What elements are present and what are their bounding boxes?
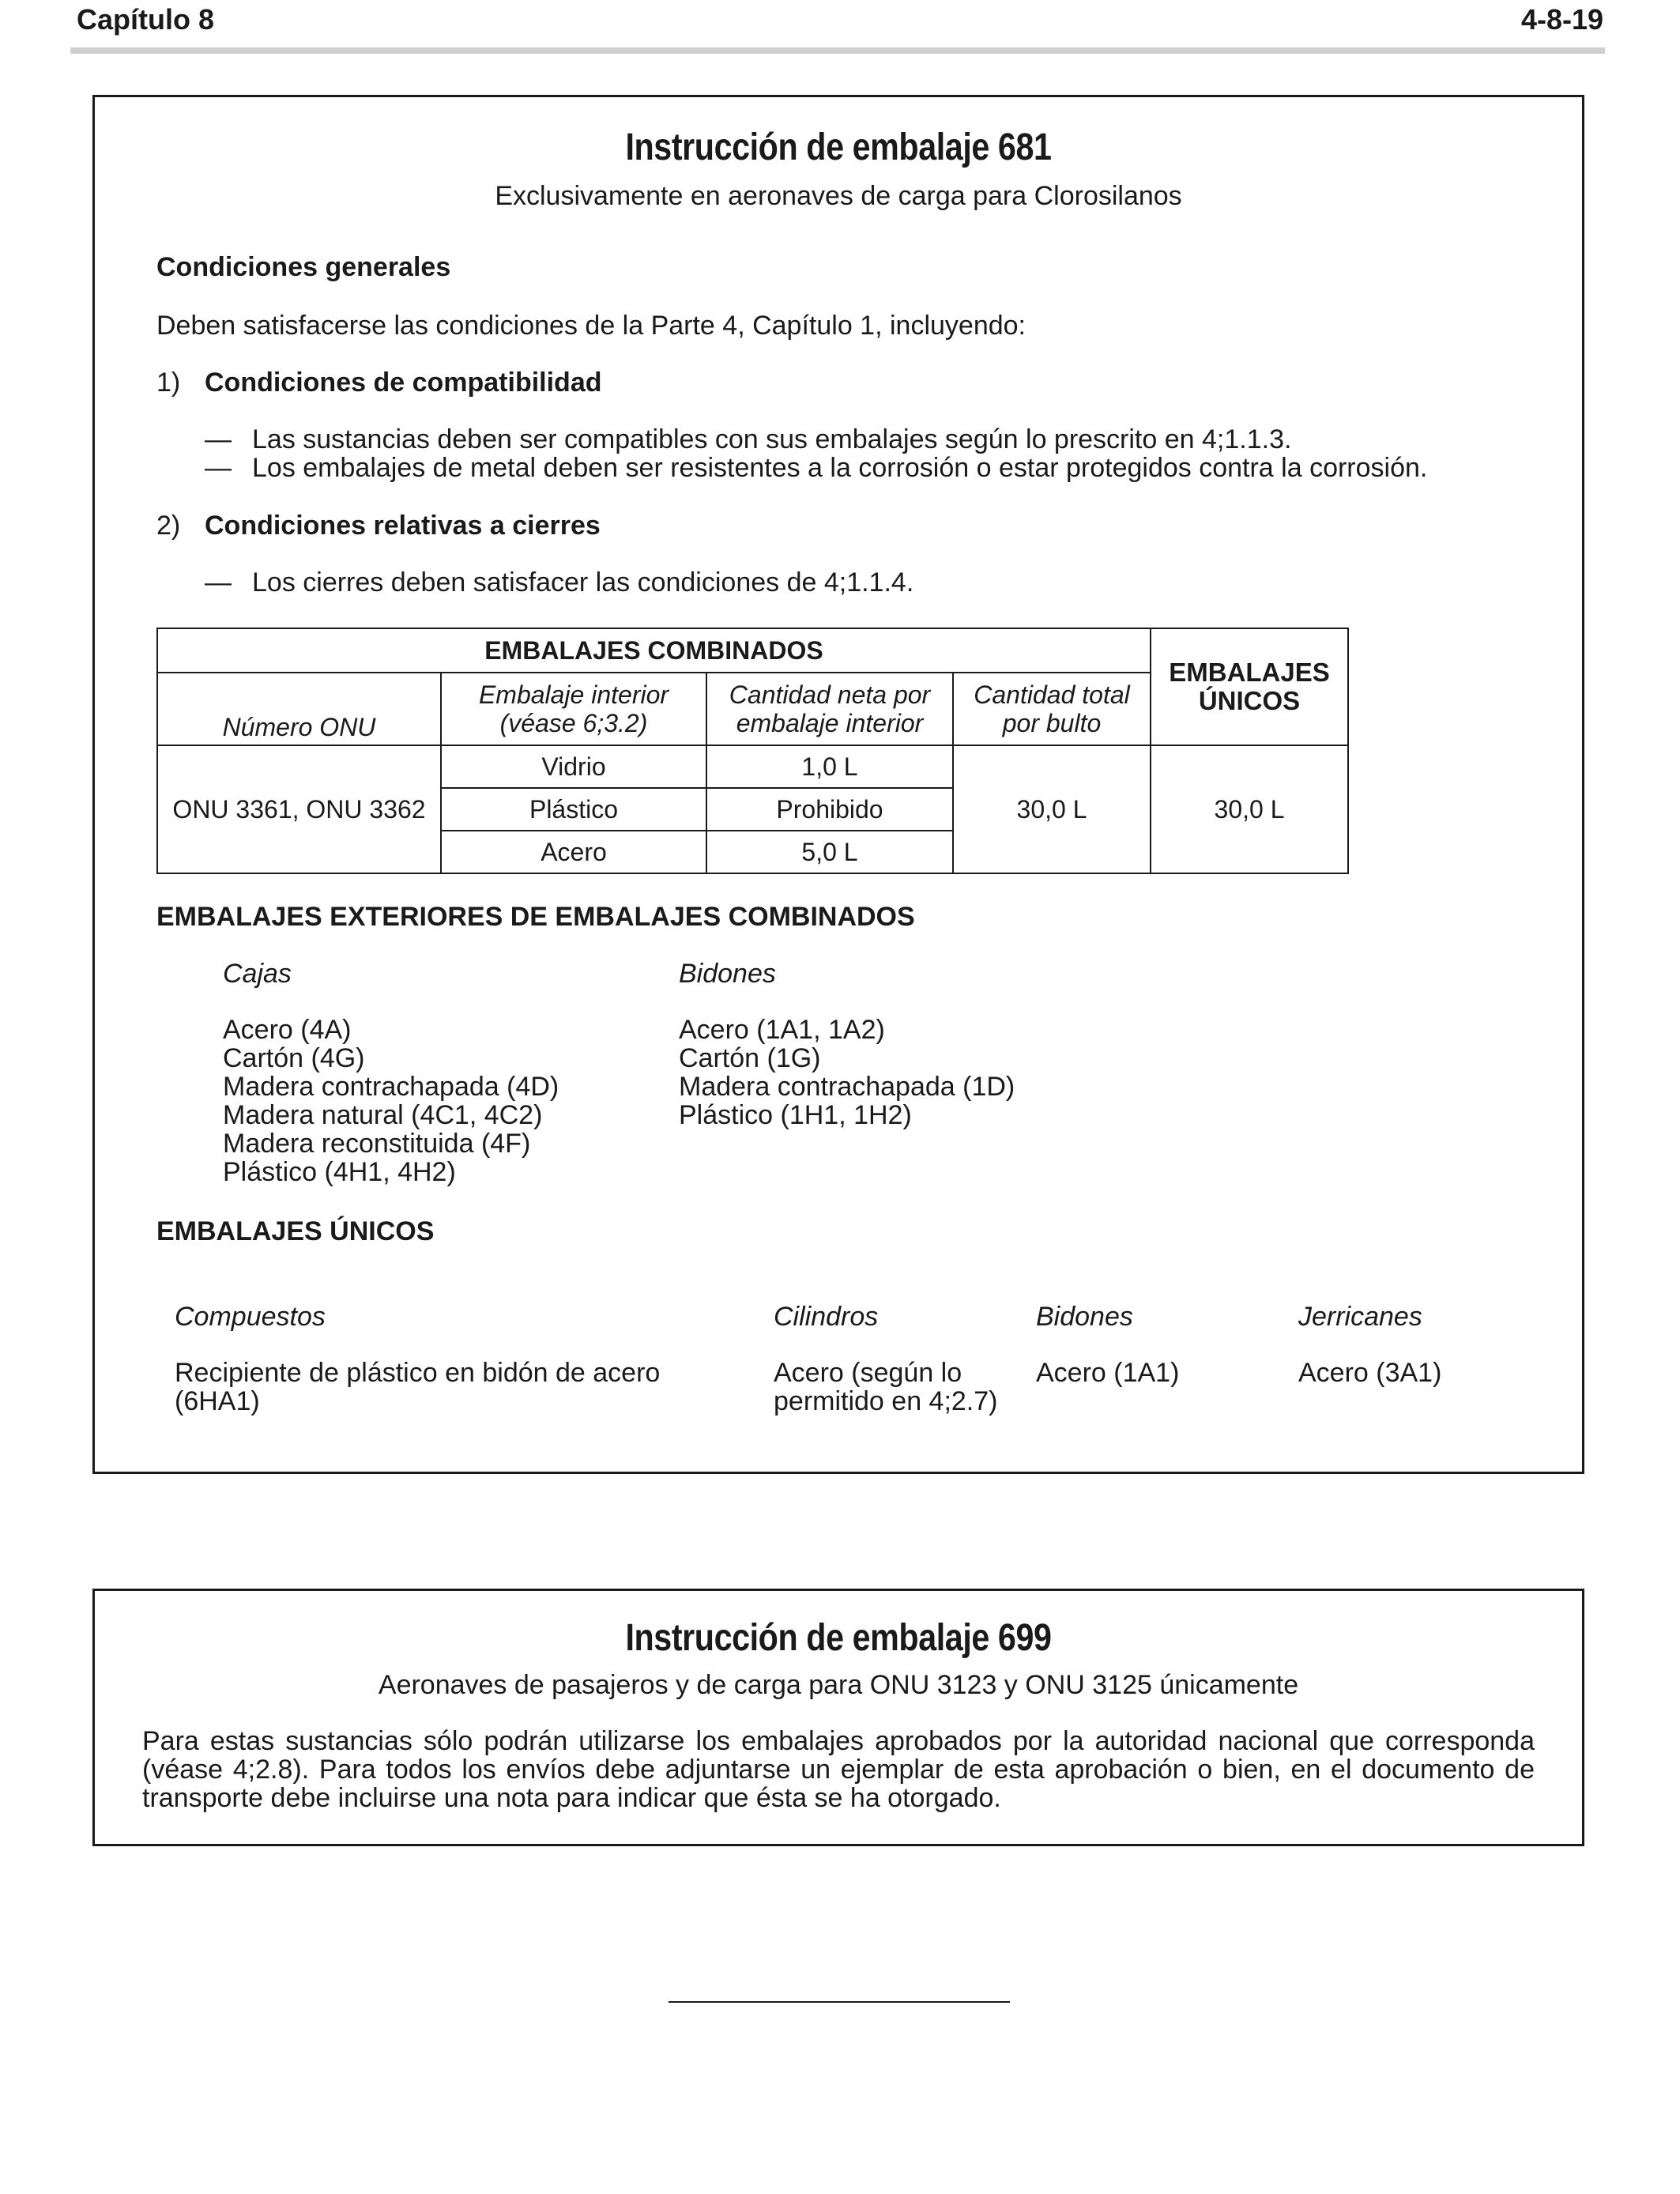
cylinders-list [774, 1359, 998, 1416]
single-drums-heading: Bidones [1036, 1302, 1133, 1332]
single-drums-list [1036, 1359, 1179, 1387]
jerricans-list [1298, 1359, 1441, 1387]
single-packagings-header [1151, 628, 1348, 745]
condition-2-dash-1: — [205, 567, 232, 598]
header-divider [70, 47, 1605, 54]
composites-list [175, 1359, 660, 1416]
drums-heading: Bidones [679, 959, 776, 989]
col-total-line-2: por bulto [1002, 709, 1102, 737]
col-inner-packaging [441, 673, 706, 745]
jerricans-heading: Jerricanes [1298, 1302, 1422, 1332]
pi699-paragraph [142, 1727, 1535, 1812]
drums-list [679, 1016, 1015, 1129]
list-item: Madera natural (4C1, 4C2) [223, 1100, 543, 1130]
list-item: Plástico (1H1, 1H2) [679, 1100, 912, 1130]
outer-packagings-heading: EMBALAJES EXTERIORES DE EMBALAJES COMBINADOS [156, 902, 915, 932]
general-conditions-heading: Condiciones generales [156, 252, 451, 282]
condition-1-dash-2: — [205, 453, 232, 483]
list-item: Madera contrachapada (1D) [679, 1072, 1015, 1102]
chapter-label: Capítulo 8 [77, 3, 215, 36]
col-net-line-2: embalaje interior [736, 709, 924, 737]
net-quantity-cell: 1,0 L [706, 745, 953, 788]
condition-1-dash-1: — [205, 424, 232, 454]
table-row [157, 745, 1348, 788]
net-quantity-cell: 5,0 L [706, 831, 953, 873]
col-un-number: Número ONU [157, 673, 441, 745]
table-header-row [157, 628, 1348, 673]
general-conditions-intro: Deben satisfacerse las condiciones de la Parte 4, Capítulo 1, incluyendo: [156, 311, 1026, 341]
single-header-line-1: EMBALAJES [1169, 658, 1330, 687]
inner-packaging-cell: Acero [441, 831, 706, 873]
list-item: (6HA1) [175, 1386, 260, 1416]
list-item: Acero (3A1) [1298, 1358, 1442, 1388]
net-quantity-cell: Prohibido [706, 788, 953, 831]
list-item: Acero (1A1) [1036, 1358, 1180, 1388]
list-item: Cartón (1G) [679, 1043, 821, 1073]
list-item: Acero (4A) [223, 1015, 352, 1045]
packaging-table [156, 628, 1349, 874]
page-number: 4-8-19 [1520, 3, 1603, 36]
condition-1-item-2: Los embalajes de metal deben ser resistentes a la corrosión o estar protegidos contra la corrosión. [252, 453, 1428, 483]
list-item: Acero (según lo [774, 1358, 962, 1388]
condition-2-heading: Condiciones relativas a cierres [205, 511, 601, 541]
list-item: Acero (1A1, 1A2) [679, 1015, 885, 1045]
boxes-list [223, 1016, 559, 1186]
condition-1-number: 1) [156, 368, 181, 398]
list-item: Cartón (4G) [223, 1043, 365, 1073]
list-item: Madera contrachapada (4D) [223, 1072, 559, 1102]
single-header-line-2: ÚNICOS [1198, 686, 1301, 715]
col-total-line-1: Cantidad total [974, 680, 1130, 709]
condition-1-heading: Condiciones de compatibilidad [205, 368, 602, 398]
boxes-heading: Cajas [223, 959, 292, 989]
list-item: permitido en 4;2.7) [774, 1386, 998, 1416]
pi681-subtitle: Exclusivamente en aeronaves de carga para Clorosilanos [495, 181, 1182, 211]
inner-packaging-cell: Plástico [441, 788, 706, 831]
inner-packaging-cell: Vidrio [441, 745, 706, 788]
pi699-title: Instrucción de embalaje 699 [625, 1617, 1052, 1659]
list-item: Recipiente de plástico en bidón de acero [175, 1358, 661, 1388]
footer-rule [669, 2001, 1010, 2003]
total-quantity-cell: 30,0 L [953, 745, 1151, 873]
single-packagings-heading: EMBALAJES ÚNICOS [156, 1216, 435, 1246]
pi699-subtitle: Aeronaves de pasajeros y de carga para ONU 3123 y ONU 3125 únicamente [378, 1670, 1299, 1700]
paragraph-line: Para estas sustancias sólo podrán utilizarse los embalajes aprobados por la autoridad nacional que corresponda [142, 1726, 1535, 1756]
pi681-title: Instrucción de embalaje 681 [625, 126, 1052, 168]
col-inner-line-2: (véase 6;3.2) [499, 709, 648, 737]
list-item: Madera reconstituida (4F) [223, 1129, 531, 1159]
cylinders-heading: Cilindros [774, 1302, 879, 1332]
col-inner-line-1: Embalaje interior [478, 680, 669, 709]
combined-packagings-header: EMBALAJES COMBINADOS [157, 628, 1151, 673]
paragraph-line: transporte debe incluirse una nota para indicar que ésta se ha otorgado. [142, 1783, 1001, 1813]
col-total-quantity [953, 673, 1151, 745]
col-net-quantity [706, 673, 953, 745]
packing-instruction-699 [92, 1589, 1584, 1846]
condition-2-number: 2) [156, 511, 181, 541]
single-quantity-cell: 30,0 L [1151, 745, 1348, 873]
condition-1-item-1: Las sustancias deben ser compatibles con sus embalajes según lo prescrito en 4;1.1.3. [252, 424, 1292, 454]
un-numbers-cell: ONU 3361, ONU 3362 [157, 745, 441, 873]
col-net-line-1: Cantidad neta por [729, 680, 931, 709]
composites-heading: Compuestos [175, 1302, 326, 1332]
list-item: Plástico (4H1, 4H2) [223, 1157, 456, 1187]
paragraph-line: (véase 4;2.8). Para todos los envíos debe adjuntarse un ejemplar de esta aprobación o bien, en el documento de [142, 1755, 1535, 1785]
packing-instruction-681 [92, 95, 1584, 1474]
condition-2-item-1: Los cierres deben satisfacer las condiciones de 4;1.1.4. [252, 567, 914, 598]
